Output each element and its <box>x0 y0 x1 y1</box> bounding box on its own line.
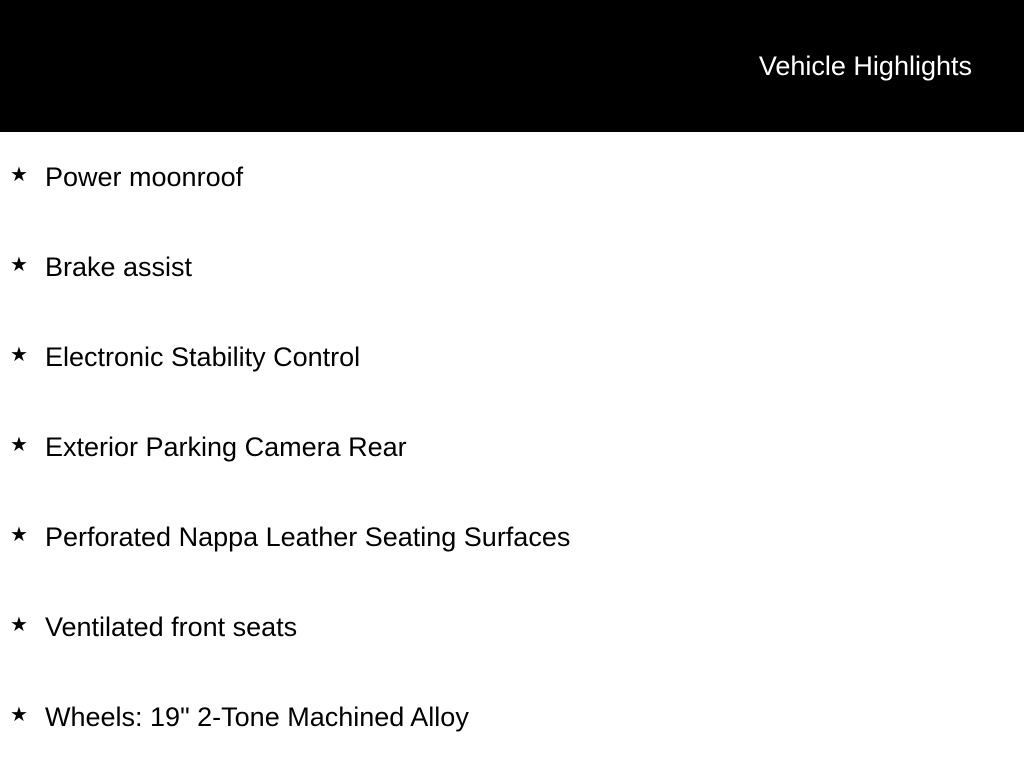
list-item <box>0 492 1024 582</box>
star-icon: ★ <box>10 434 28 456</box>
highlight-label: Brake assist <box>45 252 193 282</box>
header-bar <box>0 0 1024 132</box>
list-item <box>0 672 1024 762</box>
highlights-list <box>0 132 1024 762</box>
star-icon: ★ <box>10 614 28 636</box>
list-item <box>0 402 1024 492</box>
list-item <box>0 312 1024 402</box>
highlight-label: Perforated Nappa Leather Seating Surfaces <box>45 522 571 552</box>
star-icon: ★ <box>10 344 28 366</box>
list-item <box>0 582 1024 672</box>
highlight-label: Electronic Stability Control <box>45 342 361 372</box>
list-item <box>0 222 1024 312</box>
list-item <box>0 132 1024 222</box>
highlight-label: Wheels: 19" 2-Tone Machined Alloy <box>45 702 469 732</box>
highlight-label: Exterior Parking Camera Rear <box>45 432 407 462</box>
star-icon: ★ <box>10 164 28 186</box>
star-icon: ★ <box>10 254 28 276</box>
star-icon: ★ <box>10 524 28 546</box>
highlight-label: Power moonroof <box>45 162 244 192</box>
page-title: Vehicle Highlights <box>758 51 972 81</box>
highlight-label: Ventilated front seats <box>45 612 298 642</box>
star-icon: ★ <box>10 704 28 726</box>
